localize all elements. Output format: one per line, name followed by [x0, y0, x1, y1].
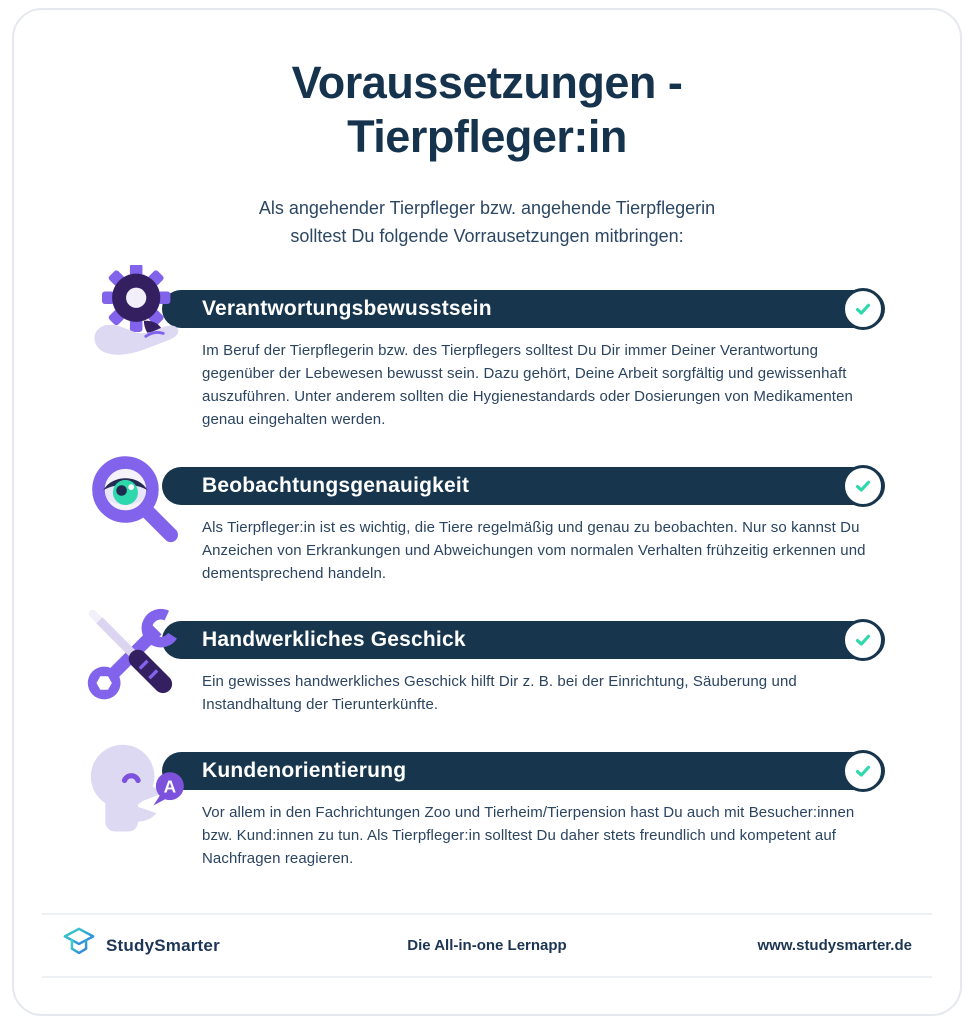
footer-tagline: Die All-in-one Lernapp	[407, 937, 567, 954]
page-subtitle-line1: Als angehender Tierpfleger bzw. angehende Tierpflegerin	[258, 198, 716, 218]
section-body: Ein gewisses handwerkliches Geschick hilft Dir z. B. bei der Einrichtung, Säuberung und Instandhaltung der Tierunterkünfte.	[202, 673, 797, 713]
magnifier-eye-icon	[84, 451, 190, 557]
section-title: Verantwortungsbewusstsein	[202, 297, 492, 320]
section-beobachtungsgenauigkeit	[14, 467, 960, 585]
section-handwerkliches-geschick	[14, 621, 960, 716]
page-title	[14, 56, 960, 164]
brand-name: StudySmarter	[106, 935, 220, 955]
section-kundenorientierung	[14, 752, 960, 870]
talking-head-icon	[86, 738, 192, 844]
section-title: Beobachtungsgenauigkeit	[202, 474, 470, 497]
page-subtitle-line2: solltest Du folgende Vorrausetzungen mitbringen:	[290, 226, 684, 246]
page-title-line1: Voraussetzungen -	[291, 57, 683, 108]
section-header-bar	[162, 467, 885, 505]
infographic-card	[12, 8, 962, 1016]
section-body: Als Tierpfleger:in ist es wichtig, die Tiere regelmäßig und genau zu beobachten. Nur so kannst Du Anzeichen von Erkrankungen und Abweichungen vom normalen Verhalten frühzeitig erkennen und dementsprechend handeln.	[202, 519, 866, 582]
wrench-screwdriver-icon	[82, 603, 188, 709]
section-header-bar	[162, 621, 885, 659]
requirements-list	[14, 290, 960, 906]
page-title-line2: Tierpfleger:in	[347, 111, 627, 162]
footer	[42, 913, 932, 978]
section-header-bar	[162, 290, 885, 328]
section-body: Im Beruf der Tierpflegerin bzw. des Tierpflegers solltest Du Dir immer Deiner Verantwortung gegenüber der Lebewesen bewusst sein. Dazu gehört, Deine Arbeit sorgfältig und gewissenhaft auszuführen. Unter anderem sollten die Hygienestandards oder Dosierungen von Medikamenten genau eingehalten werden.	[202, 342, 853, 428]
check-icon	[842, 288, 884, 330]
check-icon	[842, 750, 884, 792]
page-subtitle	[14, 194, 960, 250]
studysmarter-logo	[62, 926, 96, 965]
check-icon	[842, 619, 884, 661]
section-verantwortungsbewusstsein	[14, 290, 960, 431]
section-body: Vor allem in den Fachrichtungen Zoo und Tierheim/Tierpension hast Du auch mit Besucher:innen bzw. Kund:innen zu tun. Als Tierpfleger:in solltest Du daher stets freundlich und kompetent auf Nachfragen reagieren.	[202, 804, 855, 867]
check-icon	[842, 465, 884, 507]
gear-in-hand-icon	[88, 265, 194, 371]
brand	[62, 926, 345, 965]
section-title: Kundenorientierung	[202, 759, 407, 782]
section-header-bar	[162, 752, 885, 790]
section-title: Handwerkliches Geschick	[202, 628, 466, 651]
footer-website-link[interactable]: www.studysmarter.de	[757, 937, 912, 954]
speech-bubble-letter: A	[163, 776, 177, 797]
